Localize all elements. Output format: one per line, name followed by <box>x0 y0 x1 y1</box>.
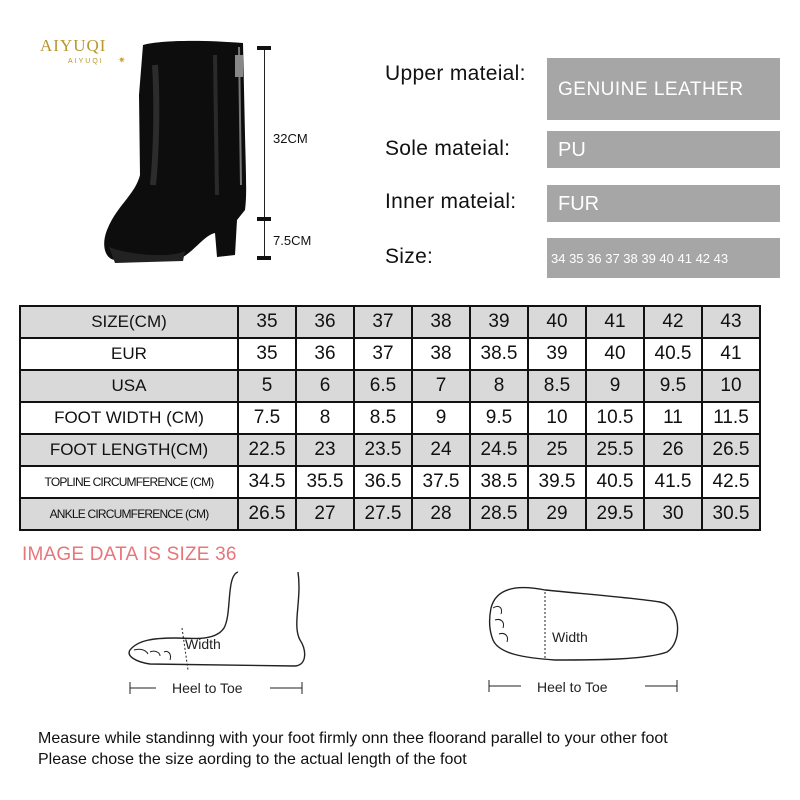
size-table-cell: 6.5 <box>354 370 412 402</box>
size-table-cell: 8.5 <box>354 402 412 434</box>
size-table-row-label: ANKLE CIRCUMFERENCE (CM) <box>20 498 238 530</box>
size-table-cell: 40 <box>528 306 586 338</box>
size-table-cell: 26 <box>644 434 702 466</box>
size-table-cell: 30.5 <box>702 498 760 530</box>
boot-image <box>95 35 255 270</box>
foot-bottom-width-label: Width <box>552 629 588 645</box>
size-table-cell: 29 <box>528 498 586 530</box>
size-table-cell: 37 <box>354 306 412 338</box>
dimension-tick-mid <box>257 217 271 221</box>
size-table-cell: 34.5 <box>238 466 296 498</box>
size-table-cell: 39 <box>528 338 586 370</box>
size-table-cell: 37 <box>354 338 412 370</box>
size-table-cell: 40.5 <box>644 338 702 370</box>
size-table-cell: 22.5 <box>238 434 296 466</box>
size-table-cell: 41.5 <box>644 466 702 498</box>
size-table-cell: 11.5 <box>702 402 760 434</box>
size-table-cell: 35 <box>238 306 296 338</box>
size-table-row-label: FOOT LENGTH(CM) <box>20 434 238 466</box>
size-table-cell: 29.5 <box>586 498 644 530</box>
size-table-row <box>20 498 760 530</box>
size-table-cell: 9.5 <box>470 402 528 434</box>
size-table-cell: 26.5 <box>702 434 760 466</box>
size-table-cell: 38 <box>412 338 470 370</box>
size-table-cell: 10.5 <box>586 402 644 434</box>
size-table-cell: 23.5 <box>354 434 412 466</box>
inner-material-value: FUR <box>547 185 780 222</box>
size-table-cell: 9 <box>412 402 470 434</box>
size-table-row <box>20 402 760 434</box>
size-table-cell: 25 <box>528 434 586 466</box>
size-table-cell: 8.5 <box>528 370 586 402</box>
size-table-cell: 38.5 <box>470 338 528 370</box>
sole-material-value: PU <box>547 131 780 168</box>
size-table-cell: 30 <box>644 498 702 530</box>
size-table-cell: 36 <box>296 338 354 370</box>
size-table-cell: 42.5 <box>702 466 760 498</box>
size-table-row <box>20 338 760 370</box>
size-table-cell: 9.5 <box>644 370 702 402</box>
size-table-cell: 10 <box>702 370 760 402</box>
sparkle-icon: ✷ <box>118 55 126 65</box>
size-table-cell: 43 <box>702 306 760 338</box>
sole-material-label: Sole mateial: <box>385 137 511 160</box>
size-table-cell: 40.5 <box>586 466 644 498</box>
size-table-cell: 36.5 <box>354 466 412 498</box>
size-table-cell: 27 <box>296 498 354 530</box>
size-table-row-label: USA <box>20 370 238 402</box>
size-table-cell: 38 <box>412 306 470 338</box>
size-table-cell: 39.5 <box>528 466 586 498</box>
foot-bottom-length-label: Heel to Toe <box>537 679 608 695</box>
size-table-cell: 7.5 <box>238 402 296 434</box>
size-table-cell: 40 <box>586 338 644 370</box>
upper-material-label: Upper mateial: <box>385 62 526 85</box>
foot-side-width-label: Width <box>185 636 221 652</box>
size-table-row-label: EUR <box>20 338 238 370</box>
size-table-cell: 37.5 <box>412 466 470 498</box>
size-table-cell: 26.5 <box>238 498 296 530</box>
size-table-row-label: FOOT WIDTH (CM) <box>20 402 238 434</box>
size-table-cell: 25.5 <box>586 434 644 466</box>
brand-logo: AIYUQI <box>40 36 107 55</box>
size-table-cell: 8 <box>470 370 528 402</box>
size-table-cell: 41 <box>586 306 644 338</box>
size-table-cell: 24 <box>412 434 470 466</box>
size-range-label: Size: <box>385 245 434 268</box>
brand-logo-sub: AIYUQI <box>68 58 104 65</box>
size-table-cell: 24.5 <box>470 434 528 466</box>
size-table-cell: 28 <box>412 498 470 530</box>
inner-material-label: Inner mateial: <box>385 190 517 213</box>
dimension-tick-top <box>257 46 271 50</box>
upper-material-value: GENUINE LEATHER <box>547 58 780 120</box>
size-table-cell: 5 <box>238 370 296 402</box>
size-table-cell: 7 <box>412 370 470 402</box>
size-table-cell: 35 <box>238 338 296 370</box>
instruction-line-1: Measure while standinng with your foot firmly onn thee floorand parallel to your other foot <box>38 730 668 747</box>
heel-height-label: 7.5CM <box>273 233 312 248</box>
size-table-cell: 41 <box>702 338 760 370</box>
foot-side-length-label: Heel to Toe <box>172 680 243 696</box>
size-table-cell: 39 <box>470 306 528 338</box>
size-table-cell: 23 <box>296 434 354 466</box>
size-table-row-label: TOPLINE CIRCUMFERENCE (CM) <box>20 466 238 498</box>
size-table-cell: 9 <box>586 370 644 402</box>
size-table-row <box>20 306 760 338</box>
size-table-cell: 10 <box>528 402 586 434</box>
size-table-cell: 42 <box>644 306 702 338</box>
instruction-line-2: Please chose the size aording to the actual length of the foot <box>38 751 467 768</box>
size-table-cell: 35.5 <box>296 466 354 498</box>
size-table-cell: 6 <box>296 370 354 402</box>
dimension-tick-bottom <box>257 256 271 260</box>
size-table-row <box>20 466 760 498</box>
size-table-row <box>20 370 760 402</box>
size-chart-table <box>19 305 761 531</box>
shaft-height-label: 32CM <box>273 131 308 146</box>
size-table-cell: 28.5 <box>470 498 528 530</box>
size-table-cell: 38.5 <box>470 466 528 498</box>
size-table-row-label: SIZE(CM) <box>20 306 238 338</box>
size-table-cell: 8 <box>296 402 354 434</box>
size-table-row <box>20 434 760 466</box>
size-range-value: 34 35 36 37 38 39 40 41 42 43 <box>547 238 780 278</box>
dimension-line <box>264 48 265 258</box>
size-table-cell: 11 <box>644 402 702 434</box>
image-size-note: IMAGE DATA IS SIZE 36 <box>22 544 237 565</box>
size-table-cell: 36 <box>296 306 354 338</box>
size-table-cell: 27.5 <box>354 498 412 530</box>
